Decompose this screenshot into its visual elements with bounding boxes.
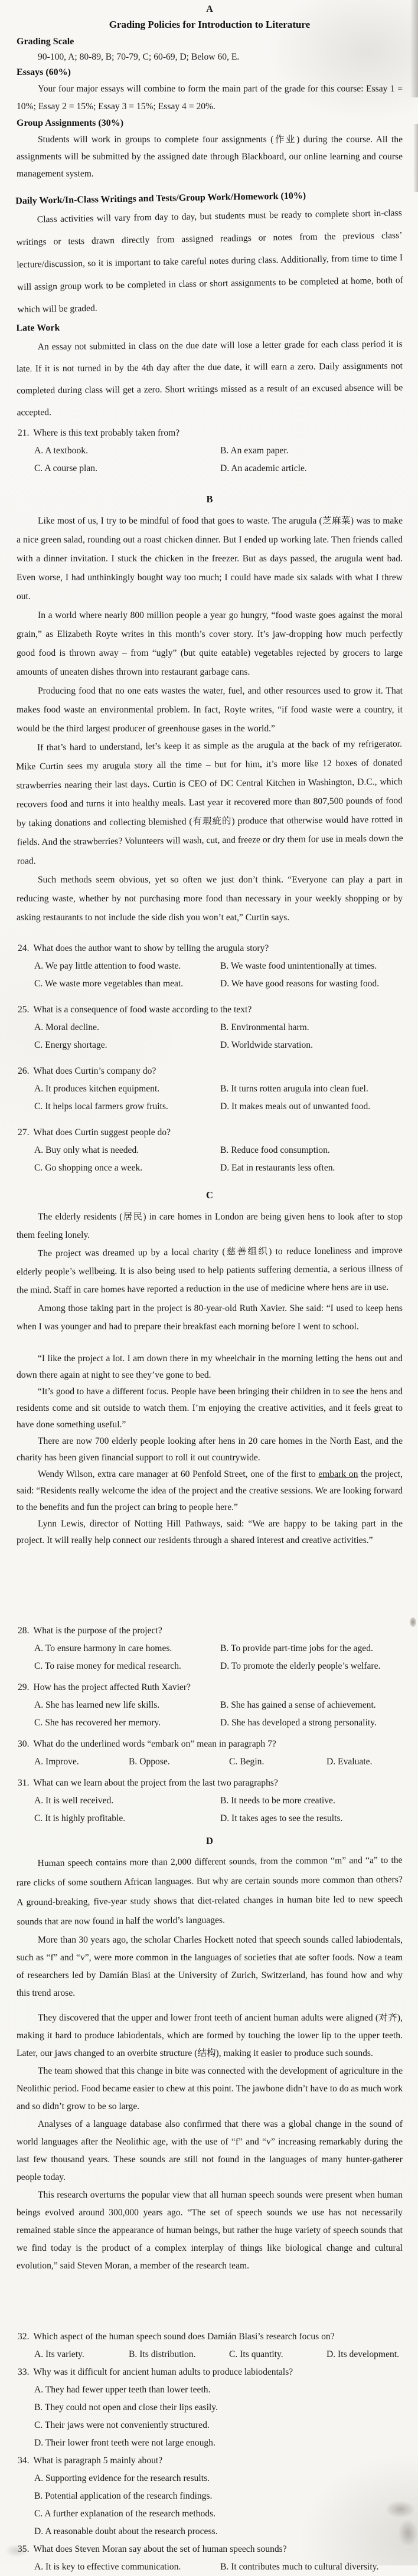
- option-a: A. Buy only what is needed.: [34, 1145, 139, 1155]
- question-number: 32.: [18, 2332, 30, 2342]
- question-number: 24.: [18, 943, 30, 953]
- paragraph-text: Wendy Wilson, extra care manager at 60 Penfold Street, one of the first to: [38, 1469, 319, 1479]
- passage-paragraph: The project was dreamed up by a local charity (慈善组织) to reduce loneliness and improve elderly people’s wellbeing. It is also being used to help patients suffering dementia, a serious illness of the mind. Staff in care homes have reported a reduction in the use of medicine where hens are in use.: [16, 1245, 403, 1296]
- question-text: What is a consequence of food waste according to the text?: [33, 1005, 252, 1015]
- option-b: B. Its distribution.: [129, 2349, 196, 2359]
- options: [17, 442, 403, 478]
- option-c: C. Their jaws were not conveniently structured.: [34, 2420, 210, 2430]
- question-text: What does Steven Moran say about the set of human speech sounds?: [33, 2544, 287, 2554]
- passage-paragraph: In a world where nearly 800 million people a year go hungry, “food waste goes against the moral grain,” as Elizabeth Royte writes in this month’s cover story. It’s jaw-dropping how much perfectly good food is thrown away – from “ugly” (but quite eatable) vegetables rejected by grocers to large amounts of uneaten dishes thrown into restaurant garbage cans.: [17, 610, 403, 677]
- question-number: 27.: [18, 1127, 30, 1137]
- options: [17, 1080, 403, 1116]
- passage-paragraph: Like most of us, I try to be mindful of food that goes to waste. The arugula (芝麻菜) was to make a nice green salad, rounding out a roast chicken dinner. But I ended up working late. Then friends called with a dinner invitation. I stuck the chicken in the freezer. But as days passed, the arugula went bad. Even worse, I had unthinkingly bought way too much; I could have made six salads with what I threw out.: [17, 516, 403, 601]
- late-work-text: An essay not submitted in class on the due date will lose a letter grade for each class period it is late. If it is not turned in by the 4th day after the due date, it will earn a zero. Daily assignments not completed during class will get a zero. Short writings missed as a result of an excused absence will be accepted.: [16, 339, 403, 418]
- option-a: A. They had fewer upper teeth than lower teeth.: [34, 2385, 211, 2395]
- grading-scale-text: 90-100, A; 80-89, B; 70-79, C; 60-69, D; Below 60, E.: [38, 52, 240, 62]
- passage-paragraph: [17, 1466, 403, 1516]
- passage-paragraph: Lynn Lewis, director of Notting Hill Pathways, said: “We are happy to be taking part in the project. It will really help connect our residents through a shared interest and creative activities.”: [17, 1519, 403, 1545]
- passage-b: [0, 492, 418, 927]
- option-c: C. It helps local farmers grow fruits.: [34, 1101, 168, 1112]
- question-text: What does Curtin’s company do?: [33, 1066, 156, 1076]
- option-a: A. To ensure harmony in care homes.: [34, 1643, 172, 1653]
- question-number: 34.: [18, 2456, 30, 2466]
- passage-paragraph: Human speech contains more than 2,000 different sounds, from the common “m” and “a” to the rare clicks of some southern African languages. But why are certain sounds more common than others? A ground-breaking, five-year study shows that diet-related changes in human bite led to new speech sounds that are now found in half the world’s languages.: [16, 1855, 403, 1927]
- part-a-title: Grading Policies for Introduction to Literature: [109, 19, 311, 30]
- option-b: B. It needs to be more creative.: [220, 1796, 335, 1806]
- option-a: A. She has learned new life skills.: [34, 1700, 160, 1710]
- group-assignments-text: Students will work in groups to complete four assignments (作业) during the course. All the assignments will be submitted by the assigned date through Blackboard, our online learning and course management system.: [17, 135, 403, 179]
- option-d: D. Their lower front teeth were not large enough.: [34, 2438, 215, 2448]
- question-text: What do the underlined words “embark on” mean in paragraph 7?: [33, 1739, 276, 1749]
- option-c: C. A further explanation of the research methods.: [34, 2509, 216, 2519]
- option-b: B. An exam paper.: [220, 446, 289, 456]
- paragraph-text: the project, said: “Residents really welcome the idea of the project and the creative sessions. We are looking forward to the benefits and fun the project can bring to people here.”: [17, 1469, 403, 1512]
- option-b: B. Environmental harm.: [220, 1022, 309, 1032]
- option-c: C. Energy shortage.: [34, 1040, 107, 1050]
- heading-grading-scale: Grading Scale: [17, 37, 74, 47]
- option-a: A. Improve.: [34, 1757, 79, 1767]
- option-b: B. We waste food unintentionally at times.: [220, 961, 377, 971]
- question-text: Why was it difficult for ancient human adults to produce labiodentals?: [33, 2367, 293, 2377]
- option-b: B. Reduce food consumption.: [220, 1145, 330, 1155]
- option-a: A. We pay little attention to food waste.: [34, 961, 181, 971]
- question-30: [17, 1735, 403, 1771]
- passage-paragraph: “It’s good to have a different focus. People have been bringing their children in to see the hens and residents come and sit outside to watch them. I’m enjoying the creative activities, and it feels great to have done something useful.”: [17, 1387, 403, 1430]
- option-a: A. Its variety.: [34, 2349, 84, 2359]
- option-d: D. Eat in restaurants less often.: [220, 1163, 335, 1173]
- option-b: B. To provide part-time jobs for the aged.: [220, 1643, 373, 1653]
- part-a-label: A: [206, 4, 213, 14]
- option-d: D. Its development.: [326, 2349, 399, 2359]
- question-text: What is the purpose of the project?: [33, 1626, 162, 1636]
- option-c: C. It is highly profitable.: [34, 1813, 126, 1823]
- question-number: 21.: [18, 428, 30, 438]
- passage-paragraph: Among those taking part in the project is 80-year-old Ruth Xavier. She said: “I used to keep hens when I was younger and had to prepare their breakfast each morning before I went to school.: [17, 1303, 403, 1332]
- heading-group-assignments: Group Assignments (30%): [17, 118, 124, 128]
- question-24: [17, 940, 403, 993]
- option-d: D. She has developed a strong personality.: [220, 1718, 377, 1728]
- options: [17, 2470, 403, 2541]
- passage-d-label: D: [206, 1835, 213, 1846]
- option-a: A. It produces kitchen equipment.: [34, 1084, 160, 1094]
- question-32: [17, 2328, 403, 2363]
- question-27: [17, 1124, 403, 1177]
- option-a: A. A textbook.: [34, 446, 88, 456]
- question-28: [17, 1622, 403, 1675]
- options: [17, 2381, 403, 2452]
- option-c: C. To raise money for medical research.: [34, 1661, 181, 1671]
- daily-work-text: Class activities will vary from day to day, but students must be ready to complete short in-class writings or tests drawn directly from assigned readings or notes from the previous class’ lecture/discussion, so it is important to take careful notes during class. Additionally, from time to time I will assign group work to be completed in class or short assignments to be completed at home, both of which will be graded.: [16, 208, 403, 315]
- options: [17, 957, 403, 993]
- questions-24-27: [0, 940, 418, 1177]
- question-31: [17, 1774, 403, 1828]
- passage-paragraph: The elderly residents (居民) in care homes in London are being given hens to look after to stop them feeling lonely.: [17, 1212, 403, 1240]
- passage-paragraph: The team showed that this change in bite was connected with the development of agriculture in the Neolithic period. Food became easier to chew at this point. The jawbone didn’t have to do as much work and so didn’t grow to be so large.: [17, 2066, 403, 2111]
- options: [17, 1019, 403, 1054]
- question-text: Where is this text probably taken from?: [33, 428, 180, 438]
- question-text: What can we learn about the project from the last two paragraphs?: [33, 1778, 278, 1788]
- question-number: 28.: [18, 1626, 30, 1636]
- option-c: C. Its quantity.: [229, 2349, 283, 2359]
- question-26: [17, 1063, 403, 1116]
- questions-32-35: [0, 2328, 418, 2576]
- part-a-header: [0, 4, 418, 32]
- option-b: B. It turns rotten arugula into clean fuel.: [220, 1084, 368, 1094]
- question-number: 35.: [18, 2544, 30, 2554]
- passage-paragraph: “I like the project a lot. I am down there in my wheelchair in the morning letting the hens out and down there again at night to see they’ve gone to bed.: [17, 1354, 403, 1380]
- passage-d: [0, 1833, 418, 2275]
- option-c: C. Go shopping once a week.: [34, 1163, 143, 1173]
- options: [17, 1142, 403, 1177]
- question-33: [17, 2363, 403, 2452]
- options: [17, 1640, 403, 1675]
- options: [17, 1696, 403, 1732]
- daily-work-block: [15, 187, 404, 321]
- option-d: D. We have good reasons for wasting food.: [220, 979, 380, 989]
- heading-late-work: Late Work: [16, 322, 60, 334]
- question-25: [17, 1001, 403, 1054]
- option-a: A. Supporting evidence for the research results.: [34, 2473, 210, 2483]
- option-c: C. She has recovered her memory.: [34, 1718, 161, 1728]
- question-text: How has the project affected Ruth Xavier?: [33, 1682, 191, 1692]
- passage-paragraph: Producing food that no one eats wastes the water, fuel, and other resources used to grow it. That makes food waste an environmental problem. In fact, Royte writes, “if food waste were a country, it would be the third largest producer of greenhouse gases in the world.”: [17, 686, 403, 734]
- option-a: A. Moral decline.: [34, 1022, 99, 1032]
- option-c: C. We waste more vegetables than meat.: [34, 979, 184, 989]
- passage-c: [0, 1188, 418, 1549]
- passage-paragraph: If that’s hard to understand, let’s keep it as simple as the arugula at the back of my refrigerator. Mike Curtin sees my arugula story all the time – but for him, it’s more like 12 boxes of donated strawberries nearing their last days. Curtin is CEO of DC Central Kitchen in Washington, D.C., which recovers food and turns it into healthy meals. Last year it recovered more than 807,500 pounds of food by taking donations and collecting blemished (有瑕疵的) produce that otherwise would have rotted in fields. And the strawberries? Volunteers will wash, cut, and freeze or dry them for use in meals down the road.: [16, 738, 403, 867]
- question-number: 26.: [18, 1066, 30, 1076]
- option-d: D. Worldwide starvation.: [220, 1040, 313, 1050]
- passage-paragraph: Analyses of a language database also confirmed that there was a global change in the sound of world languages after the Neolithic age, with the use of “f” and “v” increasing remarkably during the last few thousand years. These sounds are still not found in the languages of many hunter-gatherer people today.: [17, 2119, 403, 2182]
- option-b: B. They could not open and close their lips easily.: [34, 2402, 218, 2412]
- question-34: [17, 2452, 403, 2541]
- option-c: C. Begin.: [229, 1757, 264, 1767]
- option-d: D. A reasonable doubt about the research process.: [34, 2526, 218, 2536]
- option-d: D. It takes ages to see the results.: [220, 1813, 343, 1823]
- passage-b-label: B: [206, 493, 213, 505]
- passage-paragraph: Such methods seem obvious, yet so often we just don’t think. “Everyone can play a part in reducing waste, whether by not purchasing more food than necessary in your weekly shopping or by asking restaurants to not include the side dish you won’t eat,” Curtin says.: [17, 875, 403, 923]
- option-d: D. An academic article.: [220, 463, 307, 473]
- part-a-body: [0, 34, 418, 423]
- question-line: [17, 424, 403, 442]
- question-text: Which aspect of the human speech sound does Damián Blasi’s research focus on?: [33, 2332, 335, 2342]
- option-b: B. Potential application of the research findings.: [34, 2491, 213, 2501]
- option-d: D. It makes meals out of unwanted food.: [220, 1101, 371, 1112]
- question-number: 29.: [18, 1682, 30, 1692]
- passage-paragraph: They discovered that the upper and lower front teeth of ancient human adults were aligned (对齐), making it hard to produce labiodentals, which are formed by touching the lower lip to the upper teeth. Later, our jaws changed to an overbite structure (结构), making it easier to produce such sounds.: [17, 2013, 403, 2058]
- late-work-block: [16, 318, 403, 423]
- heading-daily-work: Daily Work/In-Class Writings and Tests/Group Work/Homework (10%): [15, 191, 306, 207]
- question-29: [17, 1679, 403, 1732]
- option-c: C. A course plan.: [34, 463, 97, 473]
- option-b: B. It contributes much to cultural diversity.: [220, 2562, 379, 2572]
- question-text: What does the author want to show by telling the arugula story?: [33, 943, 269, 953]
- question-number: 31.: [18, 1778, 30, 1788]
- option-b: B. Oppose.: [129, 1757, 170, 1767]
- option-b: B. She has gained a sense of achievement.: [220, 1700, 376, 1710]
- options: [17, 2346, 403, 2363]
- options: [17, 1792, 403, 1828]
- option-a: A. It is key to effective communication.: [34, 2562, 181, 2572]
- question-35: [17, 2541, 403, 2576]
- heading-essays: Essays (60%): [17, 67, 71, 77]
- passage-c-label: C: [206, 1189, 213, 1201]
- question-number: 25.: [18, 1005, 30, 1015]
- option-d: D. To promote the elderly people’s welfare.: [220, 1661, 381, 1671]
- option-d: D. Evaluate.: [326, 1757, 373, 1767]
- passage-paragraph: More than 30 years ago, the scholar Charles Hockett noted that speech sounds called labiodentals, such as “f” and “v”, were more common in the languages of societies that ate softer foods. Now a team of researchers led by Damián Blasi at the University of Zurich, Switzerland, has found how and why this trend arose.: [17, 1935, 403, 1998]
- passage-paragraph: This research overturns the popular view that all human speech sounds were present when human beings evolved around 300,000 years ago. “The set of speech sounds we use has not necessarily remained stable since the appearance of human beings, but rather the huge variety of speech sounds that we find today is the product of a complex interplay of things like biological change and cultural evolution,” said Steven Moran, a member of the research team.: [17, 2190, 403, 2271]
- question-text: What is paragraph 5 mainly about?: [33, 2456, 163, 2466]
- question-text: What does Curtin suggest people do?: [33, 1127, 171, 1137]
- options: [17, 2558, 403, 2576]
- question-21: [0, 424, 418, 478]
- passage-paragraph: There are now 700 elderly people looking after hens in 20 care homes in the North East, and the charity has been given financial support to roll it out countrywide.: [17, 1436, 403, 1463]
- option-a: A. It is well received.: [34, 1796, 114, 1806]
- essays-text: Your four major essays will combine to form the main part of the grade for this course: Essay 1 = 10%; Essay 2 = 15%; Essay 3 = 15%; Essay 4 = 20%.: [17, 84, 403, 112]
- question-number: 30.: [18, 1739, 30, 1749]
- question-number: 33.: [18, 2367, 30, 2377]
- underlined-phrase-embark-on: embark on: [318, 1469, 358, 1479]
- questions-28-31: [0, 1622, 418, 1828]
- options: [17, 1753, 403, 1771]
